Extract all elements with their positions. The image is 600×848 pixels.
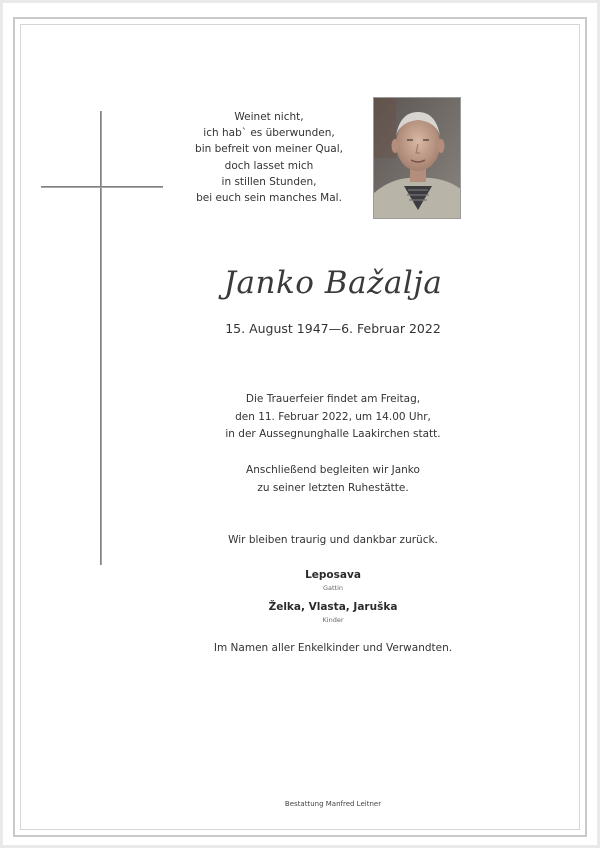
family-note-text: Im Namen aller Enkelkinder und Verwandten. [213, 642, 453, 654]
portrait-photo [373, 97, 461, 219]
life-dates: 15. August 1947—6. Februar 2022 [225, 321, 441, 336]
burial-line: Anschließend begleiten wir Janko [246, 464, 420, 476]
mourner-role: Gattin [322, 584, 344, 592]
poem-line: Weinet nicht, [234, 111, 304, 123]
ceremony-info [163, 391, 503, 444]
obituary-page [3, 3, 597, 845]
burial-info [163, 462, 503, 497]
poem-line: ich hab` es überwunden, [203, 127, 335, 140]
closing-text: Wir bleiben traurig und dankbar zurück. [228, 534, 438, 546]
deceased-name: Janko Bažalja [223, 265, 443, 301]
burial-line: zu seiner letzten Ruhestätte. [257, 481, 409, 494]
poem-line: in stillen Stunden, [221, 175, 317, 188]
mourner-name: Leposava [305, 569, 361, 581]
funeral-home: Bestattung Manfred Leitner [284, 800, 382, 808]
family-note [163, 640, 503, 658]
ceremony-line: in der Aussegnunghalle Laakirchen statt. [225, 428, 441, 440]
mourner-name: Želka, Vlasta, Jaruška [268, 601, 398, 613]
ceremony-line: Die Trauerfeier findet am Freitag, [245, 393, 421, 405]
cross-icon-vertical [100, 111, 102, 565]
closing-line [163, 532, 503, 550]
poem [179, 109, 359, 206]
poem-line: bin befreit von meiner Qual, [195, 143, 343, 156]
poem-line: doch lasset mich [224, 159, 314, 172]
ceremony-line: den 11. Februar 2022, um 14.00 Uhr, [235, 410, 431, 423]
cross-icon-horizontal [41, 186, 163, 188]
mourner-role: Kinder [322, 616, 344, 624]
poem-line: bei euch sein manches Mal. [196, 192, 342, 205]
